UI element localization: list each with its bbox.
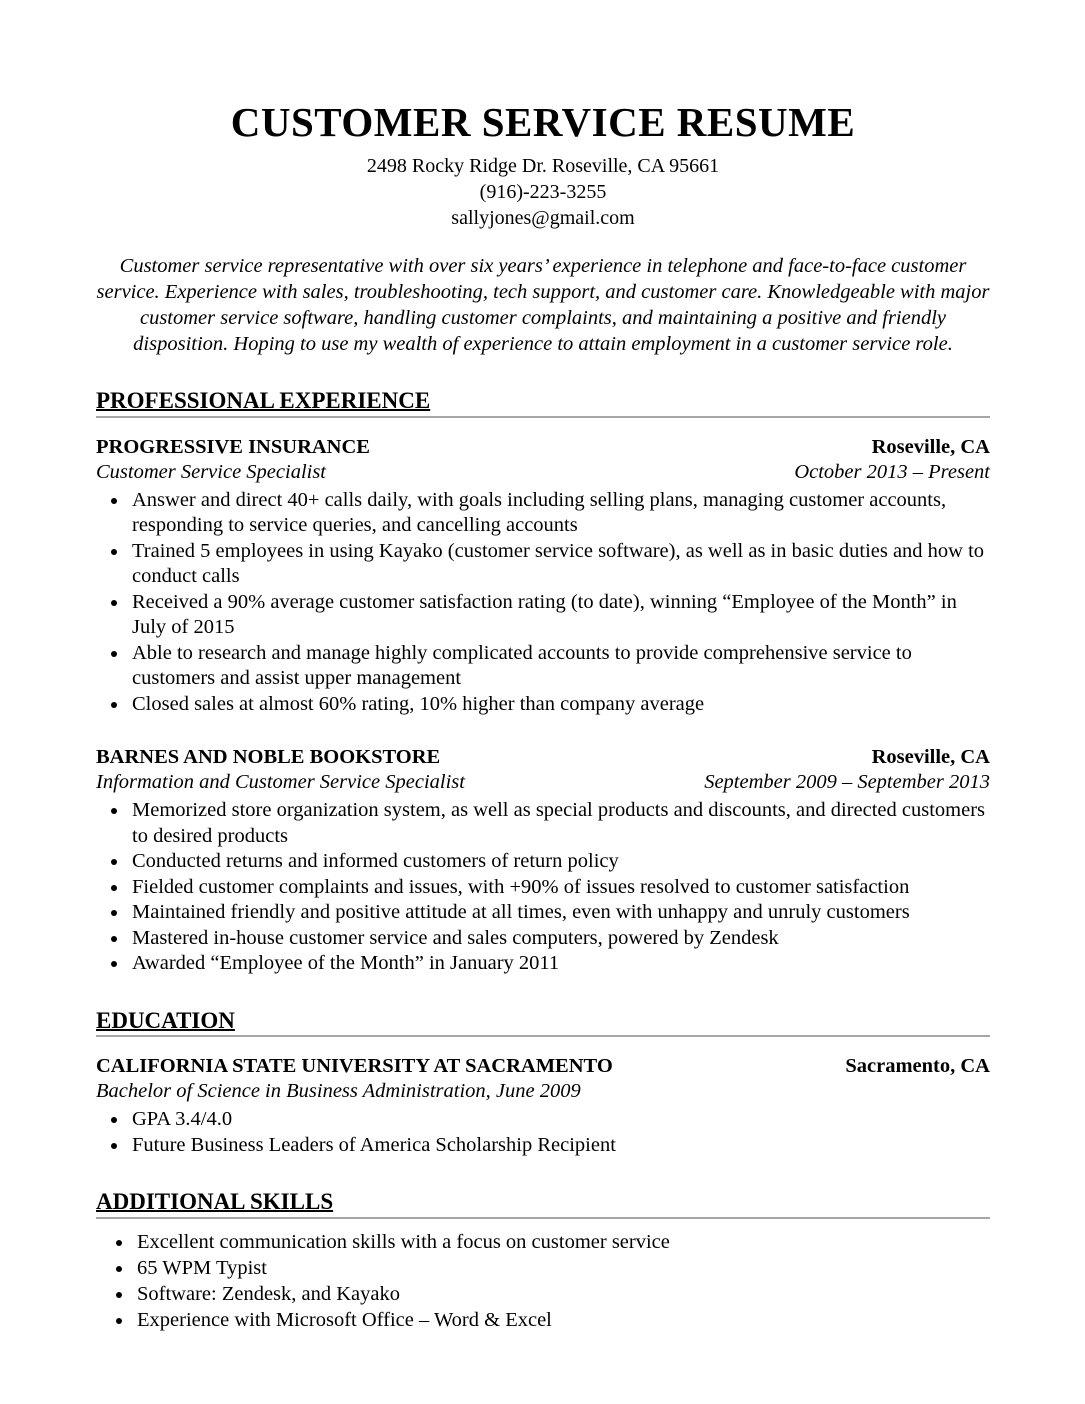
experience-bullet: • Fielded customer complaints and issues, with +90% of issues resolved to customer satisfaction <box>129 875 990 901</box>
experience-bullet: • Received a 90% average customer satisfaction rating (to date), winning “Employee of the Month” in July of 2015 <box>129 590 990 641</box>
job-header-row <box>96 435 990 460</box>
skill-bullet: • Software: Zendesk, and Kayako <box>134 1281 990 1307</box>
experience-bullet: • Conducted returns and informed customers of return policy <box>129 849 990 875</box>
education-header-row <box>96 1054 990 1079</box>
experience-bullet: • Trained 5 employees in using Kayako (customer service software), as well as in basic duties and how to conduct calls <box>129 539 990 590</box>
section-additional-skills <box>96 1188 990 1333</box>
section-professional-experience <box>96 387 990 977</box>
job-company: PROGRESSIVE INSURANCE <box>96 435 370 458</box>
job-header-row <box>96 745 990 770</box>
education-entry <box>96 1054 990 1158</box>
experience-bullet: • Mastered in-house customer service and sales computers, powered by Zendesk <box>129 926 990 952</box>
contact-phone: (916)-223-3255 <box>479 181 607 204</box>
job-dates: October 2013 – Present <box>794 460 990 483</box>
section-heading-education: EDUCATION <box>96 1007 990 1038</box>
section-heading-experience: PROFESSIONAL EXPERIENCE <box>96 387 990 418</box>
experience-bullet: • Able to research and manage highly complicated accounts to provide comprehensive service to customers and assist upper management <box>129 641 990 692</box>
education-bullet: • Future Business Leaders of America Scholarship Recipient <box>129 1133 990 1159</box>
contact-address: 2498 Rocky Ridge Dr. Roseville, CA 95661 <box>366 155 720 178</box>
school-location: Sacramento, CA <box>845 1055 990 1078</box>
job-company: BARNES AND NOBLE BOOKSTORE <box>96 746 441 769</box>
skills-bullet-list <box>96 1229 990 1333</box>
job-title: Information and Customer Service Specialist <box>96 771 465 794</box>
skill-bullet: • Experience with Microsoft Office – Word & Excel <box>134 1307 990 1333</box>
job-bullet-list <box>96 798 990 977</box>
page-title: CUSTOMER SERVICE RESUME <box>230 99 856 145</box>
job-entry-progressive <box>96 435 990 718</box>
job-location: Roseville, CA <box>871 746 990 769</box>
education-bullet: • GPA 3.4/4.0 <box>129 1107 990 1133</box>
summary-paragraph: Customer service representative with over six years’ experience in telephone and face-to-face customer service. Experience with sales, troubleshooting, tech support, and customer care. Knowledgeable with major customer service software, handling customer complaints, and maintaining a positive and friendly disposition. Hoping to use my wealth of experience to attain employment in a customer service role. <box>96 255 990 356</box>
job-subheader-row <box>96 460 990 485</box>
contact-block <box>96 153 990 231</box>
experience-bullet: • Memorized store organization system, as well as special products and discounts, and directed customers to desired products <box>129 798 990 849</box>
education-subheader-row <box>96 1079 990 1104</box>
degree: Bachelor of Science in Business Administration, June 2009 <box>96 1080 581 1103</box>
job-bullet-list <box>96 488 990 718</box>
contact-email: sallyjones@gmail.com <box>451 207 635 230</box>
skill-bullet: • Excellent communication skills with a focus on customer service <box>134 1229 990 1255</box>
experience-bullet: • Awarded “Employee of the Month” in January 2011 <box>129 951 990 977</box>
skill-bullet: • 65 WPM Typist <box>134 1255 990 1281</box>
job-subheader-row <box>96 770 990 795</box>
job-location: Roseville, CA <box>871 435 990 458</box>
job-title: Customer Service Specialist <box>96 460 327 483</box>
job-entry-barnes-noble <box>96 745 990 977</box>
experience-bullet: • Closed sales at almost 60% rating, 10% higher than company average <box>129 692 990 718</box>
school-name: CALIFORNIA STATE UNIVERSITY AT SACRAMENTO <box>96 1055 613 1078</box>
experience-bullet: • Answer and direct 40+ calls daily, with goals including selling plans, managing customer accounts, responding to service queries, and cancelling accounts <box>129 488 990 539</box>
job-dates: September 2009 – September 2013 <box>704 771 990 794</box>
education-bullet-list <box>96 1107 990 1158</box>
section-education <box>96 1007 990 1159</box>
experience-bullet: • Maintained friendly and positive attitude at all times, even with unhappy and unruly customers <box>129 900 990 926</box>
section-heading-skills: ADDITIONAL SKILLS <box>96 1188 990 1219</box>
